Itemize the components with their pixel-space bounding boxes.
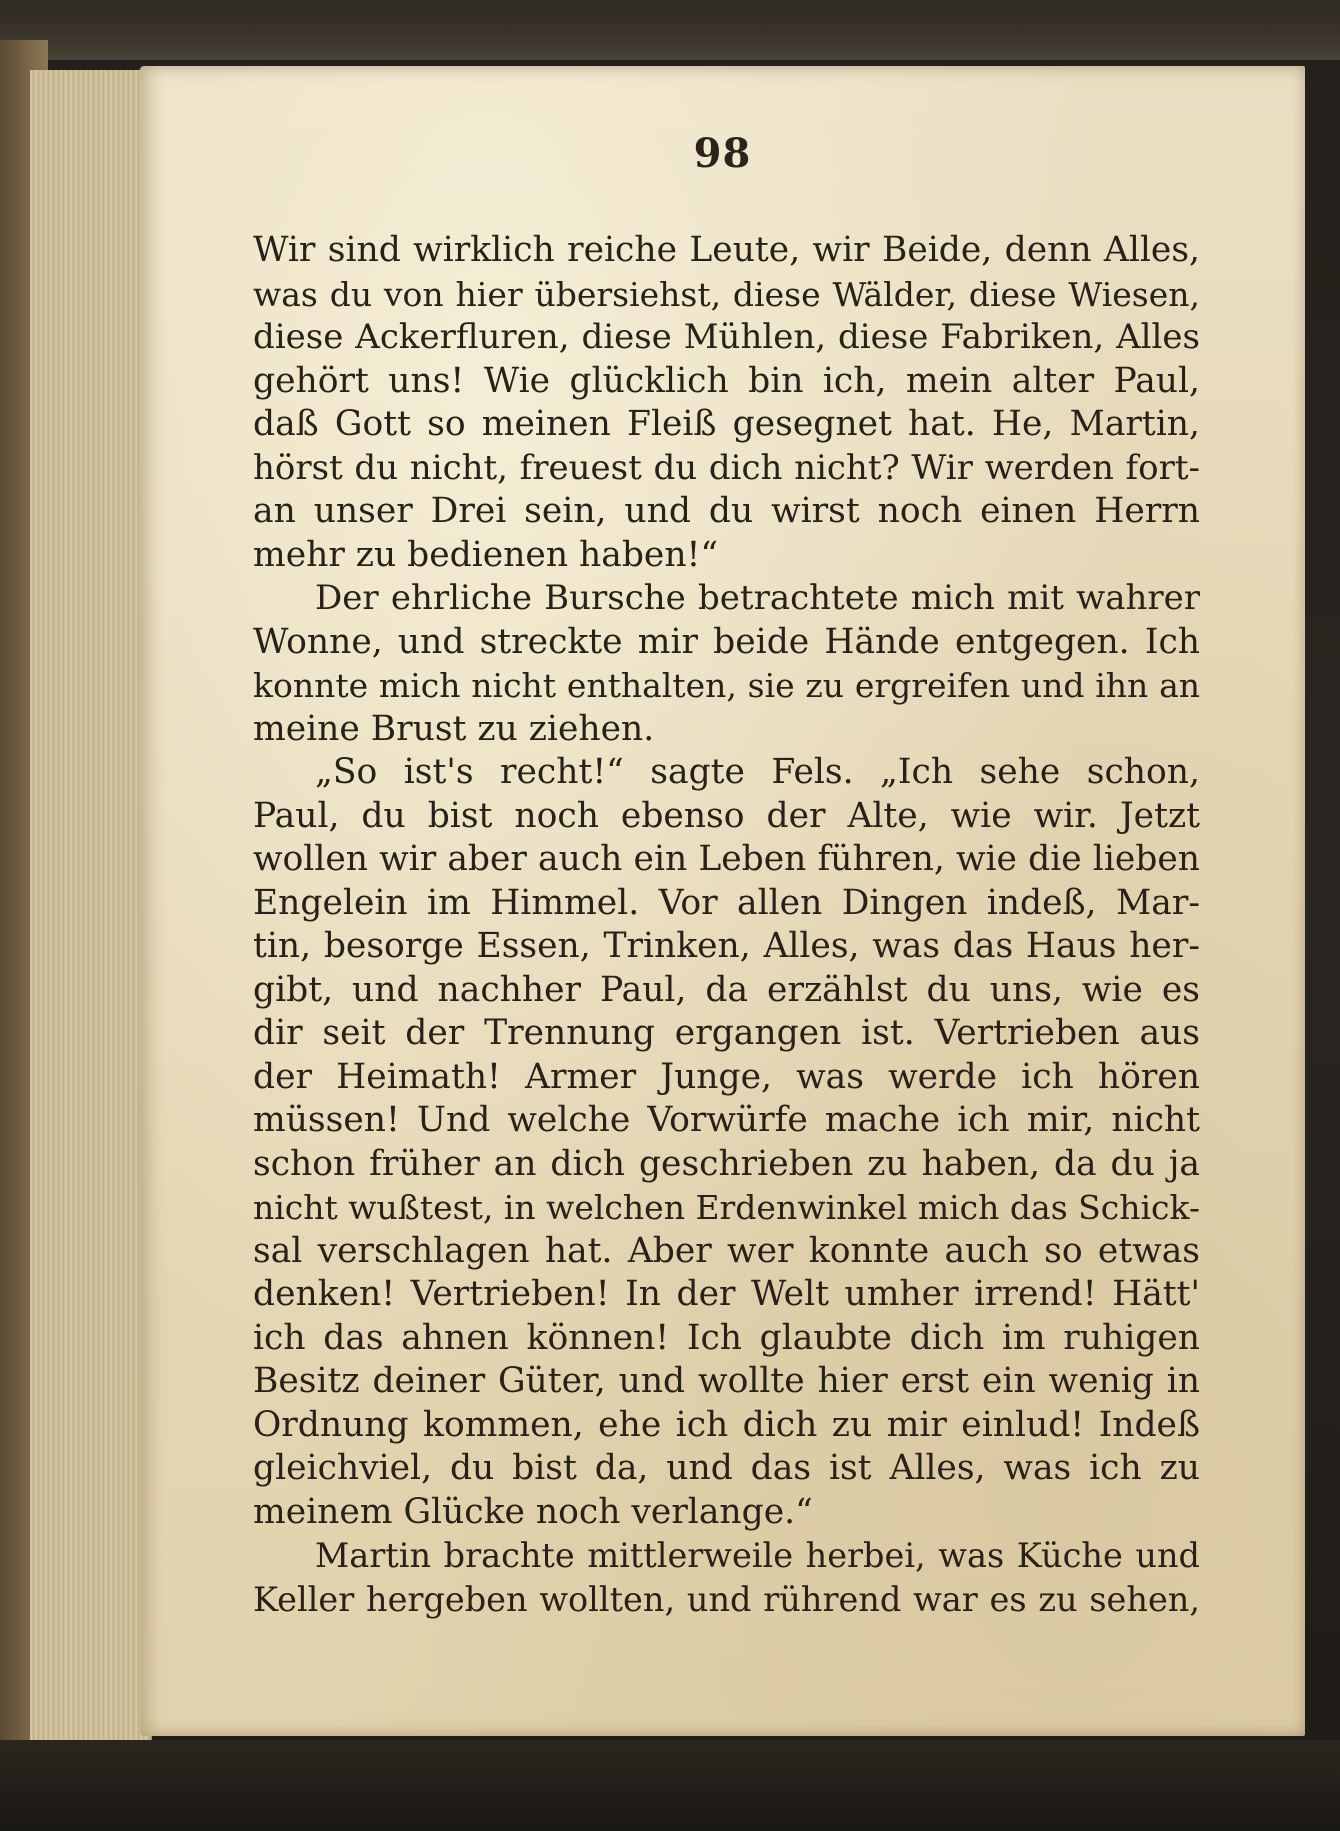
text-line: denken! Vertrieben! In der Welt umher irrend! Hätt' xyxy=(253,1274,1200,1314)
text-line: daß Gott so meinen Fleiß gesegnet hat. He, Martin, xyxy=(253,404,1200,444)
text-line: Keller hergeben wollten, und rührend war es zu sehen, xyxy=(253,1579,1200,1619)
text-line: was du von hier übersiehst, diese Wälder, diese Wiesen, xyxy=(253,274,1200,314)
book-cover-top-edge xyxy=(0,0,1340,60)
text-line: diese Ackerfluren, diese Mühlen, diese Fabriken, Alles xyxy=(253,317,1200,357)
text-line: hörst du nicht, freuest du dich nicht? Wir werden fort- xyxy=(253,447,1200,488)
text-line: Paul, du bist noch ebenso der Alte, wie wir. Jetzt xyxy=(253,795,1200,836)
text-line: Wir sind wirklich reiche Leute, wir Beide, denn Alles, xyxy=(253,230,1200,270)
text-line: „So ist's recht!“ sagte Fels. „Ich sehe schon, xyxy=(315,752,1200,792)
text-line: Besitz deiner Güter, und wollte hier erst ein wenig in xyxy=(253,1361,1200,1401)
text-line: konnte mich nicht enthalten, sie zu ergreifen und ihn an xyxy=(253,666,1200,705)
text-line: gehört uns! Wie glücklich bin ich, mein alter Paul, xyxy=(253,360,1200,401)
text-line: dir seit der Trennung ergangen ist. Vertrieben aus xyxy=(253,1013,1200,1053)
text-line: der Heimath! Armer Junge, was werde ich hören xyxy=(253,1056,1200,1097)
page-edges-stack xyxy=(30,70,152,1750)
text-line: Wonne, und streckte mir beide Hände entgegen. Ich xyxy=(253,621,1200,662)
text-line: gleichviel, du bist da, und das ist Alles, was ich zu xyxy=(253,1448,1200,1488)
text-line: Ordnung kommen, ehe ich dich zu mir einlud! Indeß xyxy=(253,1404,1200,1445)
text-line: Der ehrliche Bursche betrachtete mich mit wahrer xyxy=(315,578,1200,618)
text-line: tin, besorge Essen, Trinken, Alles, was das Haus her- xyxy=(253,926,1200,966)
text-line: meinem Glücke noch verlange.“ xyxy=(253,1491,813,1532)
text-line: ich das ahnen können! Ich glaubte dich im ruhigen xyxy=(253,1317,1200,1358)
text-line: Martin brachte mittlerweile herbei, was Küche und xyxy=(315,1536,1200,1575)
page-body-text xyxy=(253,229,1200,1621)
text-line: wollen wir aber auch ein Leben führen, wie die lieben xyxy=(253,839,1200,879)
text-line: an unser Drei sein, und du wirst noch einen Herrn xyxy=(253,491,1200,531)
book-page xyxy=(140,66,1305,1736)
text-line: mehr zu bedienen haben!“ xyxy=(253,534,719,575)
text-line: Engelein im Himmel. Vor allen Dingen indeß, Mar- xyxy=(253,882,1200,923)
text-line: meine Brust zu ziehen. xyxy=(253,708,655,749)
text-line: müssen! Und welche Vorwürfe mache ich mir, nicht xyxy=(253,1100,1200,1140)
page-number: 98 xyxy=(693,130,752,177)
text-line: nicht wußtest, in welchen Erdenwinkel mich das Schick- xyxy=(253,1188,1201,1227)
text-line: schon früher an dich geschrieben zu haben, da du ja xyxy=(253,1143,1200,1184)
text-line: gibt, und nachher Paul, da erzählst du uns, wie es xyxy=(253,969,1200,1010)
text-line: sal verschlagen hat. Aber wer konnte auch so etwas xyxy=(253,1230,1200,1271)
scan-bottom-shadow xyxy=(0,1740,1340,1831)
